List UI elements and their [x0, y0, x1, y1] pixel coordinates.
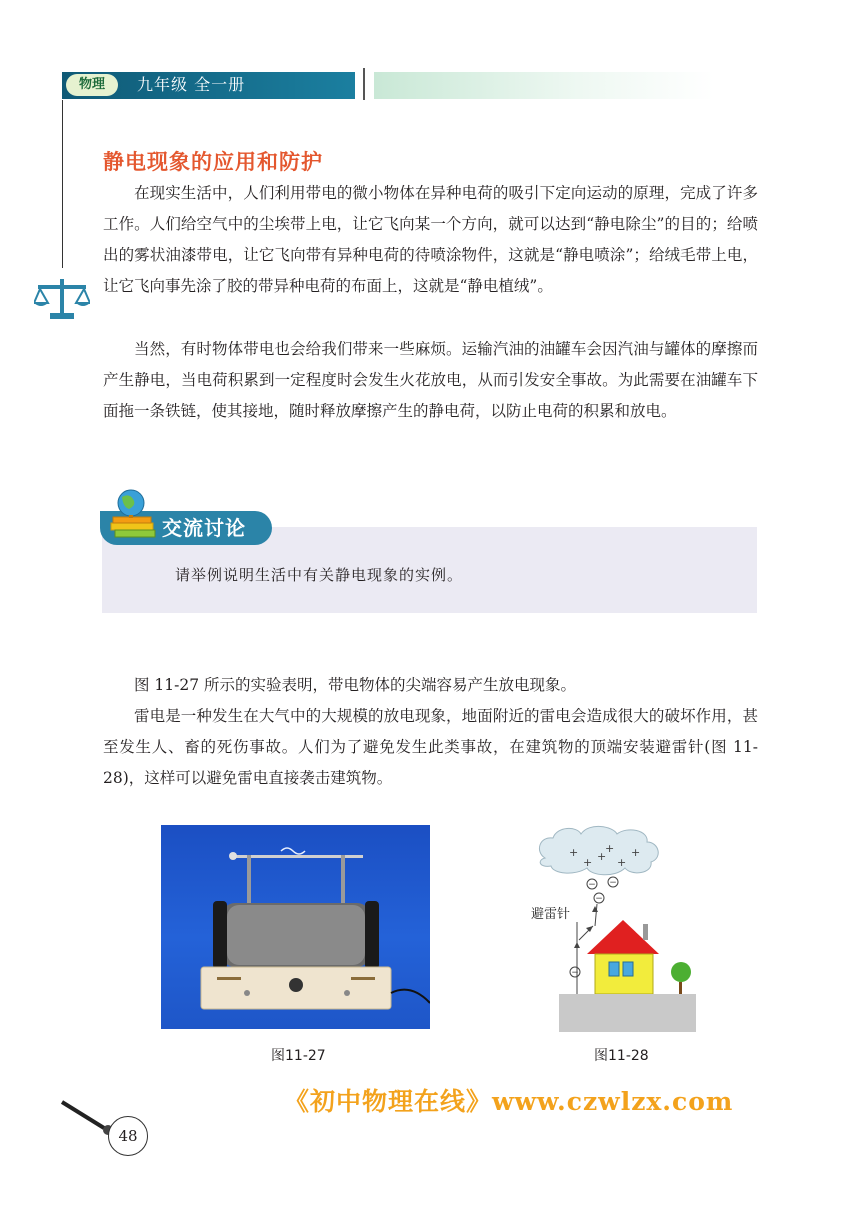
globe-books-icon — [107, 487, 159, 541]
balance-scale-icon — [34, 277, 90, 321]
margin-rule — [62, 100, 63, 268]
header-divider — [363, 68, 365, 100]
cloud-charge-plus: + — [583, 856, 593, 869]
paragraph-electrostatic-applications: 在现实生活中，人们利用带电的微小物体在异种电荷的吸引下定向运动的原理，完成了许多工作。人们给空气中的尘埃带上电，让它飞向某一个方向，就可以达到“静电除尘”的目的；给喷出的雾状油漆带电，让它飞向带有异种电荷的待喷涂物件，这就是“静电喷涂”；给绒毛带上电，让它飞向事先涂了胶的带异种电荷的布面上，这就是“静电植绒”。 — [103, 184, 758, 295]
discussion-prompt: 请举例说明生活中有关静电现象的实例。 — [175, 566, 464, 584]
figure-11-27-photo — [161, 825, 430, 1029]
point-discharge-apparatus-image — [161, 825, 430, 1029]
cloud-charge-plus: + — [597, 850, 607, 863]
subject-logo: 物理 — [66, 74, 118, 96]
ground-charge-minus: − — [595, 894, 603, 904]
cloud-charge-plus: + — [631, 846, 641, 859]
cloud-charge-plus: + — [569, 846, 579, 859]
ground-charge-minus: − — [571, 968, 579, 978]
ground-charge-minus: − — [588, 880, 596, 890]
paragraph-point-discharge: 图 11-27 所示的实验表明，带电物体的尖端容易产生放电现象。 — [134, 676, 577, 694]
lightning-rod-label: 避雷针 — [531, 907, 571, 922]
book-title: 九年级 全一册 — [137, 75, 246, 94]
section-title: 静电现象的应用和防护 — [103, 150, 323, 174]
page-number: 48 — [108, 1116, 148, 1156]
figure-11-27-caption: 图11-27 — [271, 1048, 326, 1064]
ground-charge-minus: − — [609, 878, 617, 888]
watermark-text: 《初中物理在线》www.czwlzx.com — [284, 1087, 734, 1116]
cloud-charge-plus: + — [617, 856, 627, 869]
discussion-title: 交流讨论 — [162, 516, 246, 540]
figure-11-28-caption: 图11-28 — [594, 1048, 649, 1064]
header-gradient-band — [374, 72, 714, 99]
figure-11-28-lightning-rod-diagram — [531, 822, 696, 1032]
paragraph-electrostatic-hazards: 当然，有时物体带电也会给我们带来一些麻烦。运输汽油的油罐车会因汽油与罐体的摩擦而产生静电，当电荷积累到一定程度时会发生火花放电，从而引发安全事故。为此需要在油罐车下面拖一条铁链，使其接地，随时释放摩擦产生的静电荷，以防止电荷的积累和放电。 — [103, 340, 758, 420]
paragraph-lightning-rod: 雷电是一种发生在大气中的大规模的放电现象，地面附近的雷电会造成很大的破坏作用，甚至发生人、畜的死伤事故。人们为了避免发生此类事故，在建筑物的顶端安装避雷针(图 11-28)，这样可以避免雷电直接袭击建筑物。 — [103, 707, 758, 787]
cloud-charge-plus: + — [605, 842, 615, 855]
